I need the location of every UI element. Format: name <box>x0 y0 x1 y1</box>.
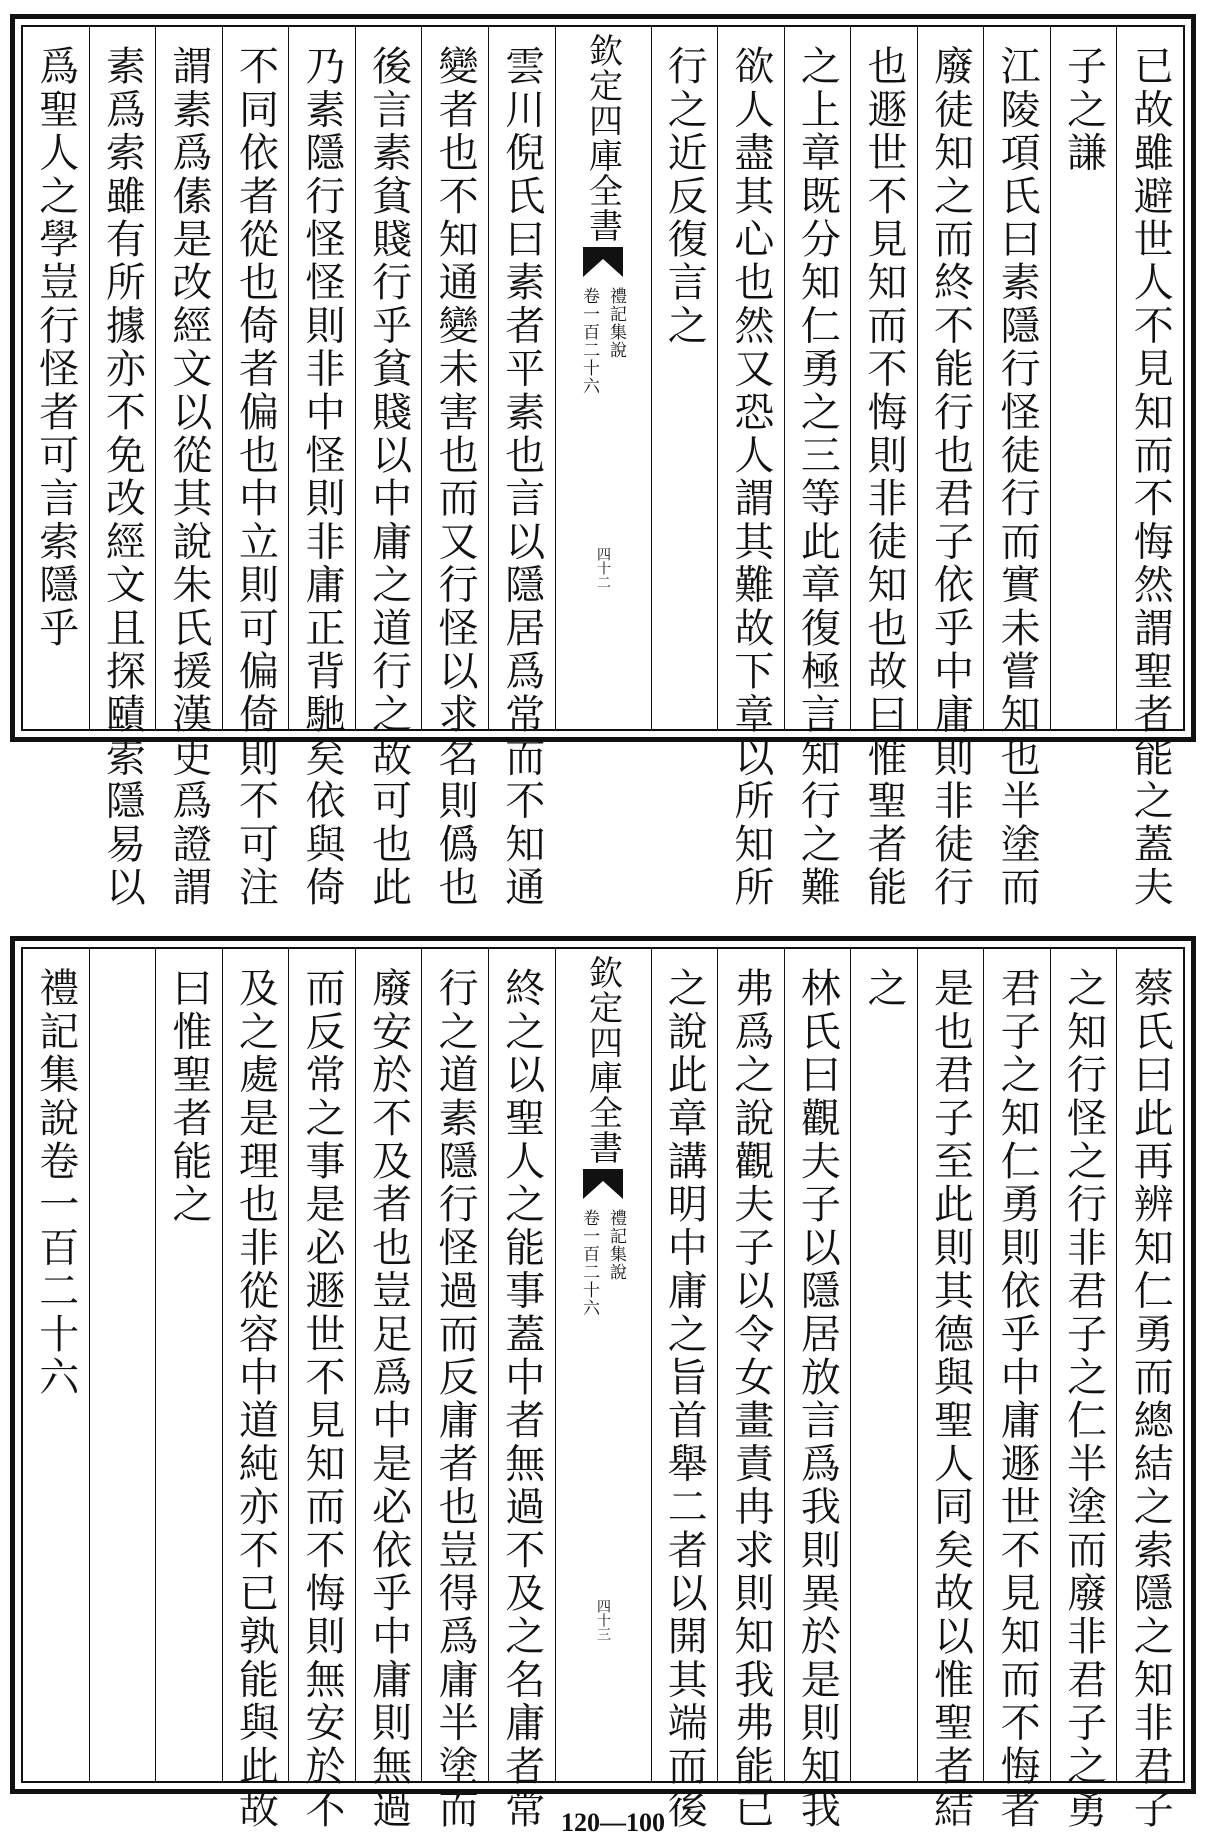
column-text: 蔡氏曰此再辨知仁勇而總結之索隱之知非君子 <box>1127 967 1174 1831</box>
column-text: 之上章既分知仁勇之三等此章復極言知行之難 <box>794 45 841 909</box>
column-text: 終之以聖人之能事蓋中者無過不及之名庸者常 <box>498 967 545 1831</box>
text-column <box>717 949 784 1831</box>
column-text: 禮記集說卷一百二十六 <box>32 967 79 1399</box>
text-column <box>288 27 355 909</box>
column-text: 而反常之事是必遯世不見知而不悔則無安於不 <box>299 967 346 1831</box>
text-column <box>1116 27 1183 909</box>
column-text: 子之謙 <box>1060 45 1107 175</box>
text-column <box>983 949 1050 1831</box>
column-text: 行之道素隱行怪過而反庸者也豈得爲庸半塗而 <box>432 967 479 1831</box>
strip-subtitles <box>577 287 629 395</box>
text-column <box>421 27 488 909</box>
column-text: 後言素貧賤行乎貧賤以中庸之道行之故可也此 <box>365 45 412 909</box>
column-text: 之說此章講明中庸之旨首舉二者以開其端而後 <box>661 967 708 1831</box>
text-column <box>288 949 355 1831</box>
column-text: 弗爲之說觀夫子以令女畫責冉求則知我弗能已 <box>727 967 774 1831</box>
collection-title: 欽定四庫全書 <box>582 955 623 1165</box>
fish-tail-mark-icon <box>583 247 623 277</box>
center-strip <box>555 949 651 1781</box>
column-text: 及之處是理也非從容中道純亦不已孰能與此故 <box>232 967 279 1831</box>
text-column <box>917 27 984 909</box>
column-text: 之 <box>860 967 907 1011</box>
text-column <box>850 949 917 1781</box>
center-strip <box>555 27 651 729</box>
text-column <box>983 27 1050 909</box>
top-page <box>10 14 1196 909</box>
fish-tail-mark-icon <box>583 1169 623 1199</box>
text-column <box>1050 949 1117 1831</box>
text-column <box>488 949 555 1831</box>
text-column <box>917 949 984 1831</box>
column-text: 之知行怪之行非君子之仁半塗而廢非君子之勇 <box>1060 967 1107 1831</box>
volume-label: 卷一百二十六 <box>579 287 599 395</box>
column-text: 廢安於不及者也豈足爲中是必依乎中庸則無過 <box>365 967 412 1831</box>
strip-subtitles <box>577 1209 629 1317</box>
book-title: 禮記集說 <box>606 1209 626 1281</box>
text-column <box>222 27 289 909</box>
text-column <box>651 949 718 1831</box>
text-column <box>355 949 422 1831</box>
text-column <box>850 27 917 909</box>
leaf-number: 四十三 <box>595 1599 611 1641</box>
text-column <box>421 949 488 1831</box>
column-text: 素爲索雖有所據亦不免改經文且探賾索隱易以 <box>99 45 146 909</box>
text-column <box>23 949 89 1781</box>
text-column <box>784 949 851 1831</box>
column-text: 不同依者從也倚者偏也中立則可偏倚則不可注 <box>232 45 279 909</box>
text-column <box>784 27 851 909</box>
column-text: 爲聖人之學豈行怪者可言索隱乎 <box>32 45 79 650</box>
column-text: 欲人盡其心也然又恐人謂其難故下章以所知所 <box>727 45 774 909</box>
book-title: 禮記集說 <box>606 287 626 359</box>
column-text: 雲川倪氏曰素者平素也言以隱居爲常而不知通 <box>498 45 545 909</box>
column-text: 江陵項氏曰素隱行怪徒行而實未嘗知也半塗而 <box>994 45 1041 909</box>
text-column <box>1050 27 1117 729</box>
column-text: 也遯世不見知而不悔則非徒知也故曰惟聖者能 <box>860 45 907 909</box>
volume-label: 卷一百二十六 <box>579 1209 599 1317</box>
leaf-number: 四十二 <box>595 547 611 589</box>
column-text: 君子之知仁勇則依乎中庸遯世不見知而不悔者 <box>994 967 1041 1831</box>
text-column <box>717 27 784 909</box>
column-text: 行之近反復言之 <box>661 45 708 348</box>
text-column <box>23 27 89 729</box>
text-column <box>488 27 555 909</box>
column-text: 謂素爲傃是改經文以從其說朱氏援漢史爲證謂 <box>165 45 212 909</box>
top-page-grid <box>21 25 1185 909</box>
column-text: 已故雖避世人不見知而不悔然謂聖者能之蓋夫 <box>1127 45 1174 909</box>
column-text: 乃素隱行怪怪則非中怪則非庸正背馳矣依與倚 <box>299 45 346 909</box>
collection-title: 欽定四庫全書 <box>582 33 623 243</box>
column-text: 林氏曰觀夫子以隱居放言爲我則異於是則知我 <box>794 967 841 1831</box>
text-column <box>155 949 222 1781</box>
text-column <box>89 27 156 909</box>
text-column <box>89 949 156 1781</box>
page-number: 120—100 <box>561 1808 665 1837</box>
column-text: 變者也不知通變未害也而又行怪以求名則僞也 <box>432 45 479 909</box>
text-column <box>155 27 222 909</box>
column-text: 是也君子至此則其德與聖人同矣故以惟聖者結 <box>927 967 974 1831</box>
text-column <box>222 949 289 1831</box>
text-column <box>651 27 718 729</box>
text-column <box>1116 949 1183 1831</box>
column-text: 廢徒知之而終不能行也君子依乎中庸則非徒行 <box>927 45 974 909</box>
text-column <box>355 27 422 909</box>
column-text: 曰惟聖者能之 <box>165 967 212 1227</box>
